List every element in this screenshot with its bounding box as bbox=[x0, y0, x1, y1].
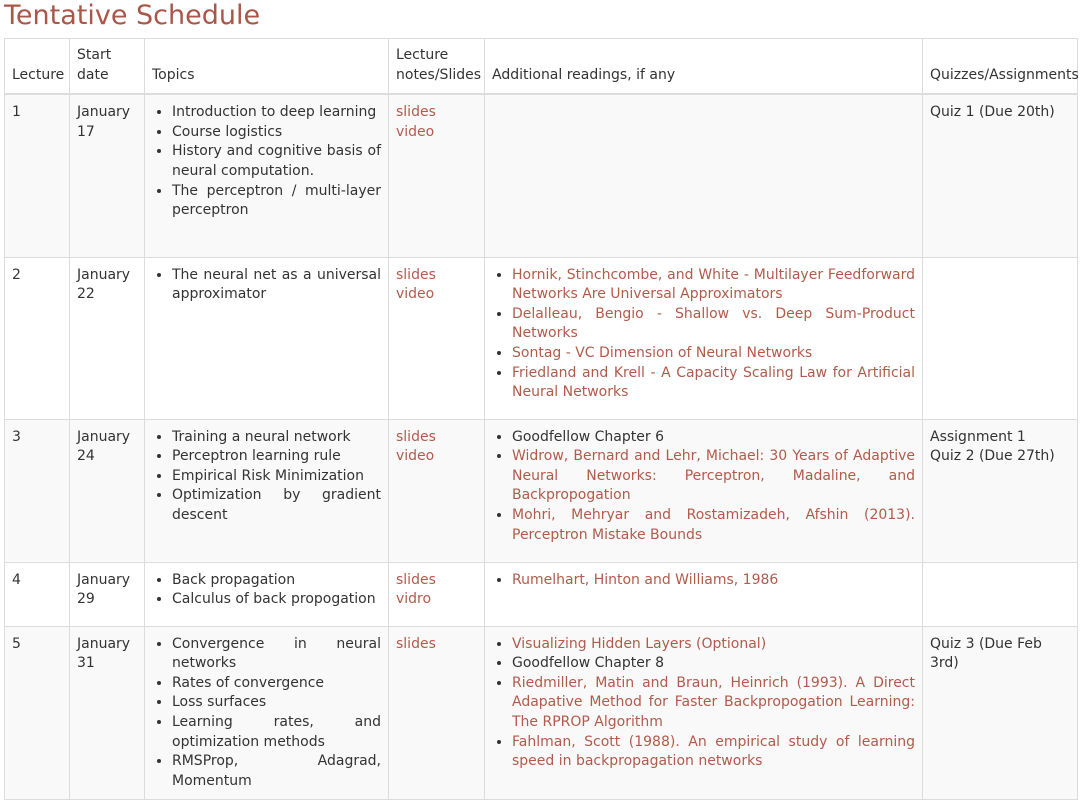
readings-cell bbox=[485, 257, 923, 419]
schedule-table bbox=[4, 38, 1078, 800]
lecture-notes-cell bbox=[389, 626, 485, 800]
lecture-number-cell: 4 bbox=[5, 562, 70, 626]
lecture-number-cell: 5 bbox=[5, 626, 70, 800]
header-quizzes: Quizzes/Assignments bbox=[923, 39, 1078, 95]
quizzes-cell bbox=[923, 257, 1078, 419]
quizzes-cell bbox=[923, 94, 1078, 257]
topic-item: • Perceptron learning rule bbox=[172, 447, 381, 467]
topic-item: • Convergence in neural networks bbox=[172, 635, 381, 674]
quiz-item: Quiz 1 (Due 20th) bbox=[930, 104, 1055, 121]
reading-item bbox=[512, 428, 915, 448]
schedule-row bbox=[5, 562, 1078, 626]
lecture-notes-cell bbox=[389, 94, 485, 257]
start-date-cell: January 24 bbox=[70, 419, 145, 562]
readings-cell bbox=[485, 419, 923, 562]
topic-item: • Optimization by gradient descent bbox=[172, 486, 381, 525]
topics-cell bbox=[145, 257, 389, 419]
readings-cell bbox=[485, 626, 923, 800]
schedule-row bbox=[5, 626, 1078, 800]
quizzes-cell bbox=[923, 626, 1078, 800]
topics-cell bbox=[145, 419, 389, 562]
header-start-date: Start date bbox=[70, 39, 145, 95]
lecture-number-cell: 1 bbox=[5, 94, 70, 257]
topic-item: • Learning rates, and optimization methods bbox=[172, 713, 381, 752]
reading-item bbox=[512, 635, 915, 655]
topics-list bbox=[152, 266, 381, 305]
topics-cell bbox=[145, 562, 389, 626]
start-date-cell: January 22 bbox=[70, 257, 145, 419]
slides-link[interactable]: slides bbox=[396, 571, 436, 588]
topic-item: • Rates of convergence bbox=[172, 674, 381, 694]
video-link[interactable]: video bbox=[396, 448, 435, 465]
reading-link[interactable]: Riedmiller, Matin and Braun, Heinrich (1993). A Direct Adapative Method for Faster Backpropogation Learning: The RPROP Algorithm bbox=[512, 674, 915, 731]
quiz-item: Quiz 3 (Due Feb 3rd) bbox=[930, 635, 1042, 672]
topics-list bbox=[152, 571, 381, 610]
reading-text: Goodfellow Chapter 8 bbox=[512, 655, 664, 672]
start-date-cell: January 31 bbox=[70, 626, 145, 800]
readings-list bbox=[492, 428, 915, 546]
schedule-body bbox=[5, 94, 1078, 800]
page-title: Tentative Schedule bbox=[4, 0, 261, 31]
topic-item: • Loss surfaces bbox=[172, 693, 381, 713]
video-link[interactable]: video bbox=[396, 123, 435, 140]
topics-list bbox=[152, 428, 381, 526]
quiz-item: Assignment 1 bbox=[930, 428, 1026, 445]
topics-cell bbox=[145, 94, 389, 257]
lecture-number-cell: 2 bbox=[5, 257, 70, 419]
start-date-cell: January 29 bbox=[70, 562, 145, 626]
reading-item bbox=[512, 266, 915, 305]
reading-link[interactable]: Widrow, Bernard and Lehr, Michael: 30 Years of Adaptive Neural Networks: Perceptron, Madaline, and Backpropogation bbox=[512, 448, 915, 504]
reading-link[interactable]: Hornik, Stinchcombe, and White - Multilayer Feedforward Networks Are Universal Approximators bbox=[512, 266, 915, 303]
readings-cell bbox=[485, 94, 923, 257]
reading-link[interactable]: Mohri, Mehryar and Rostamizadeh, Afshin (2013). Perceptron Mistake Bounds bbox=[512, 507, 915, 543]
reading-item bbox=[512, 733, 915, 772]
reading-item bbox=[512, 447, 915, 506]
video-link[interactable]: vidro bbox=[396, 591, 432, 608]
topic-item: • Course logistics bbox=[172, 123, 381, 143]
lecture-notes-cell bbox=[389, 419, 485, 562]
reading-item bbox=[512, 305, 915, 344]
schedule-row bbox=[5, 419, 1078, 562]
reading-link[interactable]: Rumelhart, Hinton and Williams, 1986 bbox=[512, 571, 779, 588]
topics-cell bbox=[145, 626, 389, 800]
topic-item: • Training a neural network bbox=[172, 428, 381, 448]
topic-item: • Introduction to deep learning bbox=[172, 103, 381, 123]
lecture-number-cell: 3 bbox=[5, 419, 70, 562]
readings-cell bbox=[485, 562, 923, 626]
quizzes-cell bbox=[923, 562, 1078, 626]
start-date-cell: January 17 bbox=[70, 94, 145, 257]
reading-link[interactable]: Delalleau, Bengio - Shallow vs. Deep Sum-Product Networks bbox=[512, 305, 915, 342]
topic-item: • History and cognitive basis of neural computation. bbox=[172, 142, 381, 181]
reading-item bbox=[512, 344, 915, 364]
reading-link[interactable]: Visualizing Hidden Layers (Optional) bbox=[512, 635, 767, 652]
slides-link[interactable]: slides bbox=[396, 428, 436, 445]
video-link[interactable]: video bbox=[396, 286, 435, 303]
quizzes-cell bbox=[923, 419, 1078, 562]
topic-item: • The perceptron / multi-layer perceptron bbox=[172, 182, 381, 221]
quiz-item: Quiz 2 (Due 27th) bbox=[930, 448, 1055, 465]
header-lecture-notes: Lecture notes/Slides bbox=[389, 39, 485, 95]
slides-link[interactable]: slides bbox=[396, 635, 436, 652]
reading-link[interactable]: Sontag - VC Dimension of Neural Networks bbox=[512, 345, 813, 362]
topic-item: • Back propagation bbox=[172, 571, 381, 591]
topic-item: • RMSProp, Adagrad, Momentum bbox=[172, 752, 381, 791]
header-lecture: Lecture bbox=[5, 39, 70, 95]
topic-item: • Empirical Risk Minimization bbox=[172, 467, 381, 487]
topic-item: • Calculus of back propogation bbox=[172, 590, 381, 610]
reading-item bbox=[512, 654, 915, 674]
reading-link[interactable]: Fahlman, Scott (1988). An empirical study of learning speed in backpropagation networks bbox=[512, 733, 915, 770]
lecture-notes-cell bbox=[389, 562, 485, 626]
readings-list bbox=[492, 571, 915, 591]
header-topics: Topics bbox=[145, 39, 389, 95]
slides-link[interactable]: slides bbox=[396, 104, 436, 121]
schedule-row bbox=[5, 94, 1078, 257]
reading-text: Goodfellow Chapter 6 bbox=[512, 428, 664, 445]
schedule-row bbox=[5, 257, 1078, 419]
header-row bbox=[5, 39, 1078, 95]
reading-item bbox=[512, 506, 915, 545]
header-readings: Additional readings, if any bbox=[485, 39, 923, 95]
reading-item bbox=[512, 674, 915, 733]
topics-list bbox=[152, 635, 381, 792]
lecture-notes-cell bbox=[389, 257, 485, 419]
topic-item: • The neural net as a universal approximator bbox=[172, 266, 381, 305]
reading-link[interactable]: Friedland and Krell - A Capacity Scaling Law for Artificial Neural Networks bbox=[512, 364, 915, 401]
topics-list bbox=[152, 103, 381, 221]
reading-item bbox=[512, 571, 915, 591]
readings-list bbox=[492, 635, 915, 772]
reading-item bbox=[512, 364, 915, 403]
slides-link[interactable]: slides bbox=[396, 266, 436, 283]
readings-list bbox=[492, 266, 915, 403]
